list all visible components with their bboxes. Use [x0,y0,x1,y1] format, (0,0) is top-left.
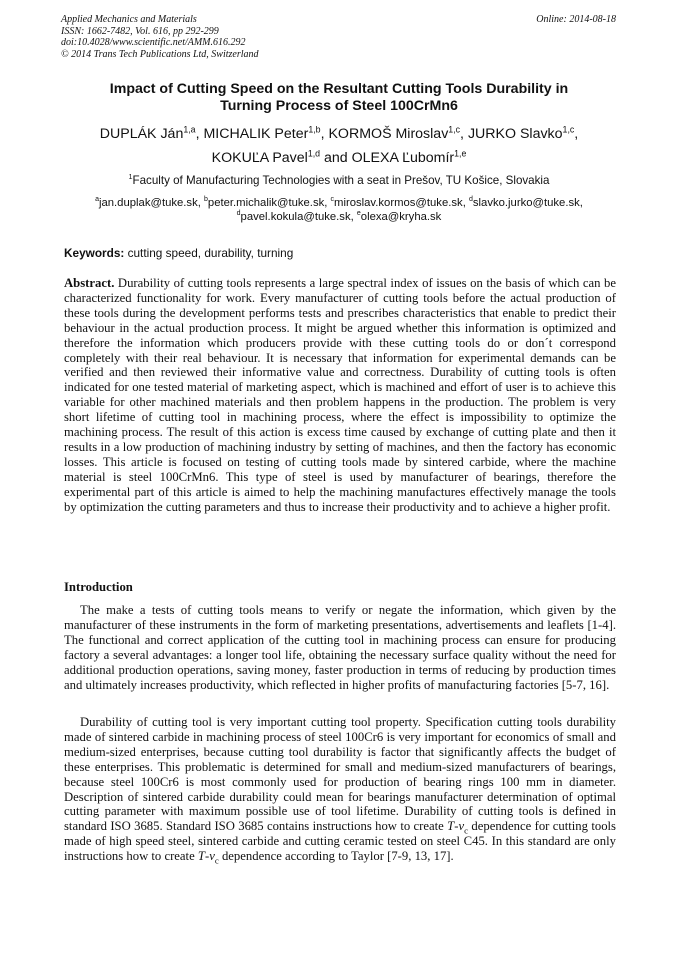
paper-title [60,81,618,115]
intro-p2-text-c: dependence according to Taylor [7-9, 13, 17]. [218,849,454,864]
author-separator: , [195,126,204,142]
tv-symbol-v: v [458,819,465,834]
intro-paragraph-1: The make a tests of cutting tools means to verify or negate the information, which given by the manufacturer of these instruments in the form of marketing presentations, advertisements and leaflets [1-4]. The functional and correct application of the cutting tool in machining process can ensure for producing factory a several advantages: a longer tool life, obtaining the necessary surface quality without the need for additional production operations, saving money, faster production in terms of reducing by production times and ultimately increases productivity, which reflected in higher profits of manufacturing factories [5-7, 16]. [64,603,616,692]
author-affiliation-mark: 1,b [308,124,321,135]
email-mark: e [356,210,361,218]
email-mark: b [204,196,208,204]
email-address: peter.michalik@tuke.sk [207,197,325,209]
section-heading-introduction: Introduction [64,580,133,594]
tv-symbol-sub: c [214,855,219,866]
author-separator: , [320,126,329,142]
tv-symbol-dash: - [204,849,210,864]
affiliation [60,174,618,188]
abstract-label: Abstract. [64,276,115,290]
title-line-1: Impact of Cutting Speed on the Resultant Cutting Tools Durability in [109,81,569,97]
intro-p2-text-b: dependence for cutting tools made of high speed steel, sintered carbide and cutting ceramic tested on steel C45. In this standard are only instructions how to create [64,819,616,864]
email-separator: , [197,197,205,209]
journal-name: Applied Mechanics and Materials [61,14,197,25]
affiliation-mark: 1 [128,172,133,182]
email-address: olexa@kryha.sk [360,211,442,223]
intro-paragraph-2 [64,715,616,864]
email-mark: d [468,196,473,204]
affiliation-text: Faculty of Manufacturing Technologies with a seat in Prešov, TU Košice, Slovakia [132,174,550,187]
author-affiliation-mark: 1,e [454,148,467,159]
tv-symbol-dash: - [454,819,459,834]
email-address: miroslav.kormos@tuke.sk [334,197,463,209]
copyright-line: © 2014 Trans Tech Publications Ltd, Switzerland [61,48,259,60]
keywords [64,246,616,260]
email-separator: , [579,197,583,209]
author-separator: and [320,150,352,166]
doi-line: doi:10.4028/www.scientific.net/AMM.616.292 [61,37,246,49]
keywords-text: cutting speed, durability, turning [127,246,294,260]
online-date: Online: 2014-08-18 [536,14,616,25]
journal-header [61,14,616,60]
email-list [60,196,618,224]
tv-symbol-t: T [197,849,205,864]
author-name: KORMOŠ Miroslav [328,126,449,142]
tv-symbol-sub: c [464,825,469,836]
author-separator: , [460,126,468,142]
author-separator: , [574,126,579,142]
author-name: OLEXA Ľubomír [351,150,455,166]
abstract [64,276,616,515]
abstract-text: Durability of cutting tools represents a large spectral index of issues on the basis of which can be characterized functionality for work. Every manufacturer of cutting tools before the actual production of these tools during the development performs tests and prescribes characteristics that enable to predict their behaviour in the actual production process. It might be argued whether this information is optimized and therefore the information which producers provide with these cutting tools do or don´t correspond completely with their real behaviour. It is necessary that information for experimental demands can be verified and then reviewed their informative value and correctness. Durability of cutting tools is often indicated for one tested material of marketing aspect, which is machined and effort of user is to achieve this variable for other machined materials and then problem happens in the production. The problem is very short lifetime of cutting tool in machining process, where the effect is impossibility to optimize the machining process. The result of this action is excess time caused by exchange of cutting plate and then it results in a low production of machining industry by setting of machines, and then the factory has economic losses. This article is focused on testing of cutting tools made by sintered carbide, where the machine material is steel 100CrMn6. This type of steel is used by manufacturer of bearings, therefore the experimental part of this article is aimed to help the machining manufactures effectively manage the tools by optimization the cutting parameters and thus to increase their productivity and to achieve a higher profit. [64,276,616,514]
author-affiliation-mark: 1,c [448,124,461,135]
author-affiliation-mark: 1,a [183,124,196,135]
email-separator: , [462,197,469,209]
author-affiliation-mark: 1,c [562,124,575,135]
author-list [60,122,618,170]
issn-line: ISSN: 1662-7482, Vol. 616, pp 292-299 [61,25,219,37]
author-name: DUPLÁK Ján [99,126,184,142]
email-separator: , [324,197,331,209]
author-affiliation-mark: 1,d [307,148,321,159]
email-address: slavko.jurko@tuke.sk [472,197,580,209]
keywords-label: Keywords: [64,246,125,260]
tv-symbol-v: v [209,849,215,864]
author-name: JURKO Slavko [467,126,563,142]
email-mark: d [236,210,241,218]
intro-p2-text-a: Durability of cutting tool is very important cutting tool property. Specification cutting tools durability made of sintered carbide in machining process of steel 100Cr6 is very important for economics of small and medium-sized enterprises, because cutting tool durability is factor that significantly affects the budget of these enterprises. This problematic is determined for small and medium-sized manufacturers of bearings, because steel 100Cr6 is most commonly used for production of bearing rings 100 mm in diameter. Description of sintered carbide durability could mean for bearings manufacturer determination of optimal cutting parameter with maximum possible use of tool lifetime. Durability of cutting tools is defined in standard ISO 3685. Standard ISO 3685 contains instructions how to create [64,715,616,834]
email-address: pavel.kokula@tuke.sk [240,211,351,223]
email-address: jan.duplak@tuke.sk [98,197,198,209]
email-mark: c [330,196,335,204]
author-name: MICHALIK Peter [203,126,309,142]
author-name: KOKUĽA Pavel [211,150,308,166]
tv-symbol-t: T [447,819,455,834]
title-line-2: Turning Process of Steel 100CrMn6 [220,98,458,114]
email-separator: , [350,211,357,223]
email-mark: a [95,196,99,204]
